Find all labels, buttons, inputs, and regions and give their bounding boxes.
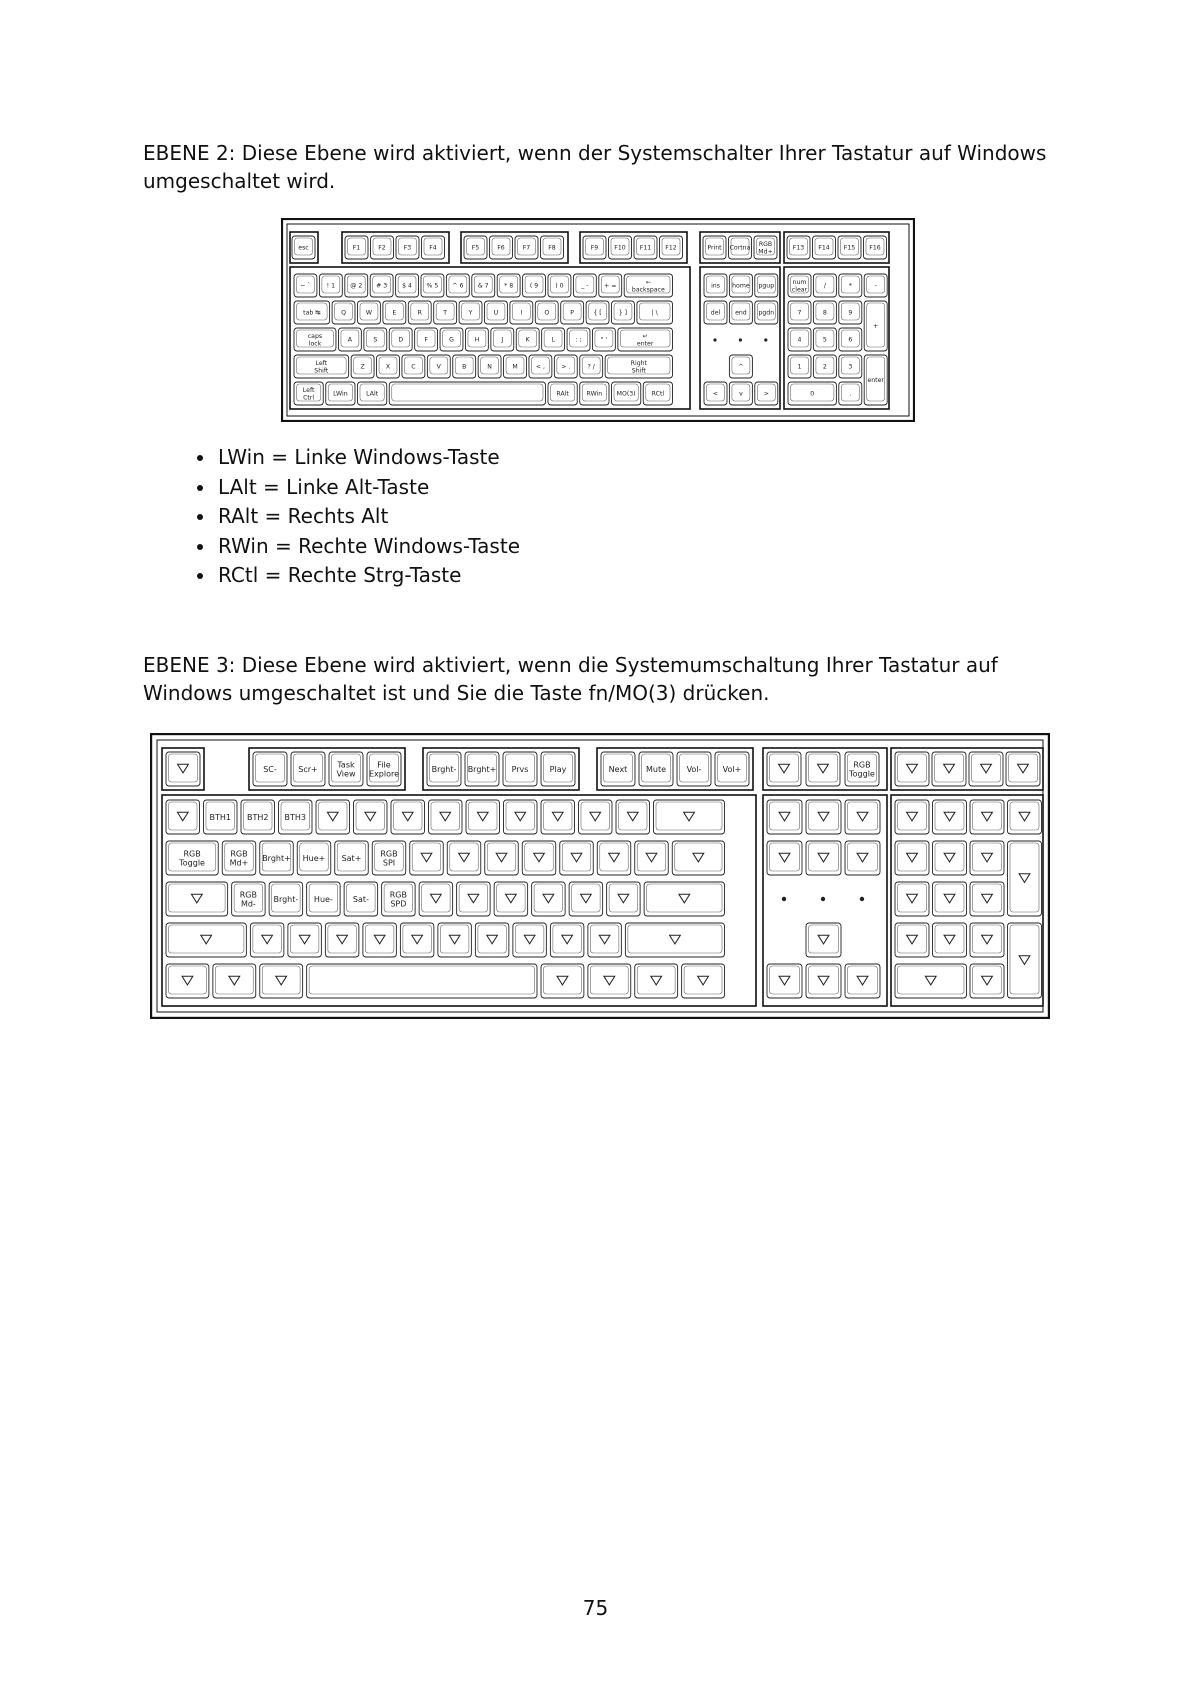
key-label: F2 <box>378 244 386 252</box>
keycap <box>288 923 322 957</box>
key-label: del <box>710 309 721 317</box>
keycap <box>932 752 966 786</box>
keycap <box>438 923 472 957</box>
key-label: F4 <box>429 244 437 252</box>
key-label: ( 9 <box>529 282 539 290</box>
keycap <box>767 800 802 834</box>
key-label: & 7 <box>477 282 489 290</box>
keycap <box>644 882 724 916</box>
key-label: Brght+ <box>467 764 497 774</box>
key-label: " ' <box>600 336 608 344</box>
keycap <box>933 800 967 834</box>
keycap <box>607 882 641 916</box>
keycap <box>933 923 967 957</box>
key-label: end <box>735 309 747 317</box>
key-label: F6 <box>497 244 505 252</box>
keycap <box>969 752 1003 786</box>
keycap <box>806 841 841 875</box>
key-label: B <box>462 363 467 371</box>
key-label: F9 <box>590 244 599 252</box>
key-label: J <box>501 336 504 344</box>
keycap <box>475 923 509 957</box>
key-label: M <box>512 363 518 371</box>
key-label: Sat- <box>352 894 369 904</box>
key-label: Hue- <box>313 894 333 904</box>
keycap <box>354 800 388 834</box>
keycap <box>250 923 284 957</box>
key-label: 5 <box>822 336 827 344</box>
key-label: ↵ <box>642 333 648 341</box>
key-label: ^ 6 <box>452 282 464 290</box>
keycap <box>895 923 929 957</box>
key-label: Play <box>549 764 567 774</box>
indicator-dot <box>860 897 864 901</box>
key-label: RGB <box>230 849 248 859</box>
keycap <box>895 964 967 998</box>
keycap <box>485 841 519 875</box>
key-label: S <box>373 336 378 344</box>
key-label: F1 <box>352 244 361 252</box>
keycap <box>307 964 537 998</box>
key-label: Shift <box>314 367 329 375</box>
indicator-dot <box>739 338 742 341</box>
key-label: LWin <box>333 390 348 398</box>
keycap <box>213 964 256 998</box>
key-label: Scr+ <box>298 764 318 774</box>
key-label: D <box>398 336 404 344</box>
key-label: O <box>544 309 550 317</box>
key-label: Toggle <box>179 858 205 868</box>
key-label: < , <box>535 363 545 371</box>
key-label: F11 <box>639 244 652 252</box>
key-label: Left <box>302 387 315 395</box>
keycap <box>806 964 841 998</box>
key-label: ) 0 <box>555 282 564 290</box>
keycap <box>466 800 500 834</box>
key-label: P <box>570 309 575 317</box>
key-label: RGB <box>853 760 871 770</box>
keycap <box>806 800 841 834</box>
key-label: tab ↹ <box>303 309 321 317</box>
keycap <box>1008 841 1042 916</box>
keycap <box>970 923 1004 957</box>
keycap <box>419 882 453 916</box>
key-label: num <box>792 279 807 287</box>
keycap <box>541 964 584 998</box>
keycap <box>410 841 444 875</box>
key-label: H <box>474 336 480 344</box>
key-label: SPI <box>382 858 396 868</box>
key-label: < <box>712 390 719 398</box>
keycap <box>325 923 359 957</box>
key-label: lock <box>308 340 322 348</box>
layer2-description: EBENE 2: Diese Ebene wird aktiviert, wenn der Systemschalter Ihrer Tastatur auf Windows umgeschaltet wird. <box>143 141 1047 193</box>
key-label: ? / <box>587 363 595 371</box>
key-label: BTH2 <box>247 812 269 822</box>
key-label: W <box>365 309 373 317</box>
keycap <box>560 841 594 875</box>
key-label: Cortna <box>729 244 751 252</box>
key-label: caps <box>307 333 323 341</box>
keycap <box>767 964 802 998</box>
key-label: L <box>551 336 555 344</box>
keycap <box>845 800 880 834</box>
keycap <box>1008 800 1042 834</box>
key-label: 2 <box>822 363 827 371</box>
list-item: • LWin = Linke Windows-Taste <box>216 443 520 473</box>
key-label: U <box>493 309 499 317</box>
key-label: F7 <box>522 244 531 252</box>
key-label: { [ <box>593 309 602 317</box>
key-label: v <box>739 390 743 398</box>
key-label: . <box>849 390 852 398</box>
key-label: Md- <box>240 899 256 909</box>
key-label: View <box>336 769 356 779</box>
keycap <box>569 882 603 916</box>
key-label: Next <box>608 764 628 774</box>
keycap <box>672 841 724 875</box>
keycap <box>970 964 1004 998</box>
key-label: E <box>392 309 397 317</box>
keycap <box>166 964 209 998</box>
keycap <box>616 800 650 834</box>
key-label: RGB <box>389 890 407 900</box>
key-label: 1 <box>797 363 802 371</box>
indicator-dot <box>713 338 716 341</box>
keycap <box>166 800 200 834</box>
keycap <box>597 841 631 875</box>
key-label: $ 4 <box>402 282 412 290</box>
key-label: clear <box>791 286 808 294</box>
keycap <box>1006 752 1040 786</box>
list-item: • RCtl = Rechte Strg-Taste <box>216 561 520 591</box>
key-label: RGB <box>380 849 398 859</box>
key-label: Brght+ <box>262 853 291 863</box>
key-label: enter <box>636 340 654 348</box>
key-label: + <box>873 323 879 331</box>
key-label: C <box>411 363 416 371</box>
key-label: RGB <box>183 849 201 859</box>
keycap <box>457 882 491 916</box>
key-label: F8 <box>548 244 556 252</box>
key-label: 6 <box>848 336 853 344</box>
key-label: Z <box>360 363 365 371</box>
layer3-description: EBENE 3: Diese Ebene wird aktiviert, wenn die Systemumschaltung Ihrer Tastatur auf Windows umgeschaltet ist und Sie die Taste fn/MO(3) drücken. <box>143 653 998 705</box>
key-label: RWin <box>586 390 603 398</box>
key-label: Shift <box>631 367 646 375</box>
keycap <box>494 882 528 916</box>
key-label: SC- <box>263 764 277 774</box>
keycap <box>635 964 678 998</box>
keycap <box>635 841 669 875</box>
key-label: Explore <box>368 769 400 779</box>
key-label: RAlt <box>556 390 569 398</box>
key-label: F5 <box>471 244 480 252</box>
key-label: esc <box>298 244 309 252</box>
key-label: Prvs <box>511 764 529 774</box>
key-label: : ; <box>575 336 582 344</box>
key-label: pgdn <box>758 309 775 317</box>
key-label: Task <box>337 760 355 770</box>
key-label: ← <box>645 279 651 287</box>
keycap <box>1008 923 1042 998</box>
key-label: Toggle <box>849 769 875 779</box>
keycap <box>389 382 545 405</box>
key-label: BTH3 <box>284 812 306 822</box>
key-label: F3 <box>403 244 412 252</box>
keycap <box>625 923 724 957</box>
keycap <box>391 800 425 834</box>
keycap <box>316 800 350 834</box>
keycap <box>166 752 200 786</box>
keycap <box>532 882 566 916</box>
key-label: ! 1 <box>326 282 336 290</box>
keycap <box>767 841 802 875</box>
keycap <box>970 841 1004 875</box>
key-label: RGB <box>758 241 773 249</box>
key-label: Md+ <box>229 858 249 868</box>
key-label: File <box>377 760 391 770</box>
keycap <box>541 800 575 834</box>
keycap <box>550 923 584 957</box>
keycap <box>447 841 481 875</box>
key-label: Right <box>630 360 647 368</box>
page-number: 75 <box>582 1596 609 1620</box>
key-label: Brght- <box>273 894 299 904</box>
key-label: > . <box>561 363 571 371</box>
key-label: 9 <box>848 309 853 317</box>
keycap <box>400 923 434 957</box>
key-label: > <box>763 390 769 398</box>
key-label: F14 <box>818 244 830 252</box>
key-label: K <box>525 336 530 344</box>
key-label: X <box>385 363 391 371</box>
key-label: * <box>848 282 852 290</box>
key-label: 4 <box>797 336 802 344</box>
key-label: Y <box>468 309 473 317</box>
key-label: @ 2 <box>350 282 363 290</box>
keycap <box>895 882 929 916</box>
key-label: RCtl <box>651 390 665 398</box>
keycap <box>429 800 463 834</box>
key-label: 8 <box>822 309 827 317</box>
keycap <box>845 964 880 998</box>
keycap <box>806 923 841 957</box>
keycap <box>588 964 631 998</box>
list-item: • RWin = Rechte Windows-Taste <box>216 532 520 562</box>
key-label: BTH1 <box>209 812 231 822</box>
key-label: / <box>823 282 826 290</box>
key-label: F16 <box>869 244 881 252</box>
keycap <box>845 841 880 875</box>
key-label: backspace <box>631 286 665 294</box>
key-label: V <box>436 363 441 371</box>
keycap <box>260 964 303 998</box>
keycap <box>363 923 397 957</box>
key-label: A <box>347 336 353 344</box>
keycap <box>933 841 967 875</box>
key-label: T <box>443 309 448 317</box>
key-label: MO(3) <box>616 390 636 398</box>
key-label: Md+ <box>758 248 773 256</box>
key-label: enter <box>867 377 884 385</box>
key-label: F13 <box>792 244 805 252</box>
key-label: Mute <box>645 764 667 774</box>
key-label: RGB <box>239 890 257 900</box>
key-label: 3 <box>848 363 853 371</box>
key-label: ~ ` <box>300 282 311 290</box>
key-label: Ctrl <box>303 394 315 402</box>
key-label: Vol+ <box>722 764 742 774</box>
key-label: Print <box>707 244 722 252</box>
keycap <box>504 800 538 834</box>
keycap <box>895 800 929 834</box>
keyboard-layer2-diagram <box>281 218 915 422</box>
keycap <box>970 800 1004 834</box>
keycap <box>933 882 967 916</box>
list-item: • RAlt = Rechts Alt <box>216 502 520 532</box>
key-label: * 8 <box>504 282 514 290</box>
keycap <box>895 841 929 875</box>
key-label: Sat+ <box>341 853 362 863</box>
list-item: • LAlt = Linke Alt-Taste <box>216 473 520 503</box>
key-label: } ] <box>618 309 628 317</box>
key-label: R <box>417 309 422 317</box>
key-label: ^ <box>738 363 744 371</box>
key-label: Left <box>315 360 328 368</box>
key-label: + = <box>604 282 617 290</box>
key-label: F10 <box>614 244 626 252</box>
key-label: I <box>520 309 523 317</box>
key-label: 7 <box>797 309 802 317</box>
keycap <box>806 752 840 786</box>
key-abbreviation-list <box>172 443 520 591</box>
keycap <box>654 800 725 834</box>
key-label: F12 <box>665 244 677 252</box>
keycap <box>579 800 613 834</box>
key-label: Brght- <box>431 764 457 774</box>
key-label: home <box>732 282 750 290</box>
key-label: SPD <box>390 899 407 909</box>
keycap <box>166 923 246 957</box>
key-label: pgup <box>758 282 775 290</box>
indicator-dot <box>782 897 786 901</box>
key-label: - <box>874 282 877 290</box>
keycap <box>166 882 228 916</box>
key-label: N <box>487 363 492 371</box>
key-label: G <box>449 336 454 344</box>
key-label: F15 <box>843 244 856 252</box>
keycap <box>682 964 725 998</box>
key-label: _ - <box>581 282 589 290</box>
indicator-dot <box>764 338 767 341</box>
keycap <box>513 923 547 957</box>
keycap <box>895 752 929 786</box>
keycap <box>767 752 801 786</box>
keycap <box>588 923 622 957</box>
key-label: Q <box>341 309 346 317</box>
key-label: F <box>424 336 428 344</box>
indicator-dot <box>821 897 825 901</box>
key-label: Hue+ <box>302 853 326 863</box>
keycap <box>522 841 556 875</box>
keyboard-layer3-diagram <box>150 733 1050 1019</box>
key-label: ins <box>711 282 720 290</box>
key-label: LAlt <box>366 390 379 398</box>
key-label: | \ <box>651 309 658 317</box>
key-label: # 3 <box>376 282 388 290</box>
key-label: % 5 <box>426 282 439 290</box>
key-label: 0 <box>810 390 815 398</box>
key-label: Vol- <box>686 764 702 774</box>
keycap <box>970 882 1004 916</box>
